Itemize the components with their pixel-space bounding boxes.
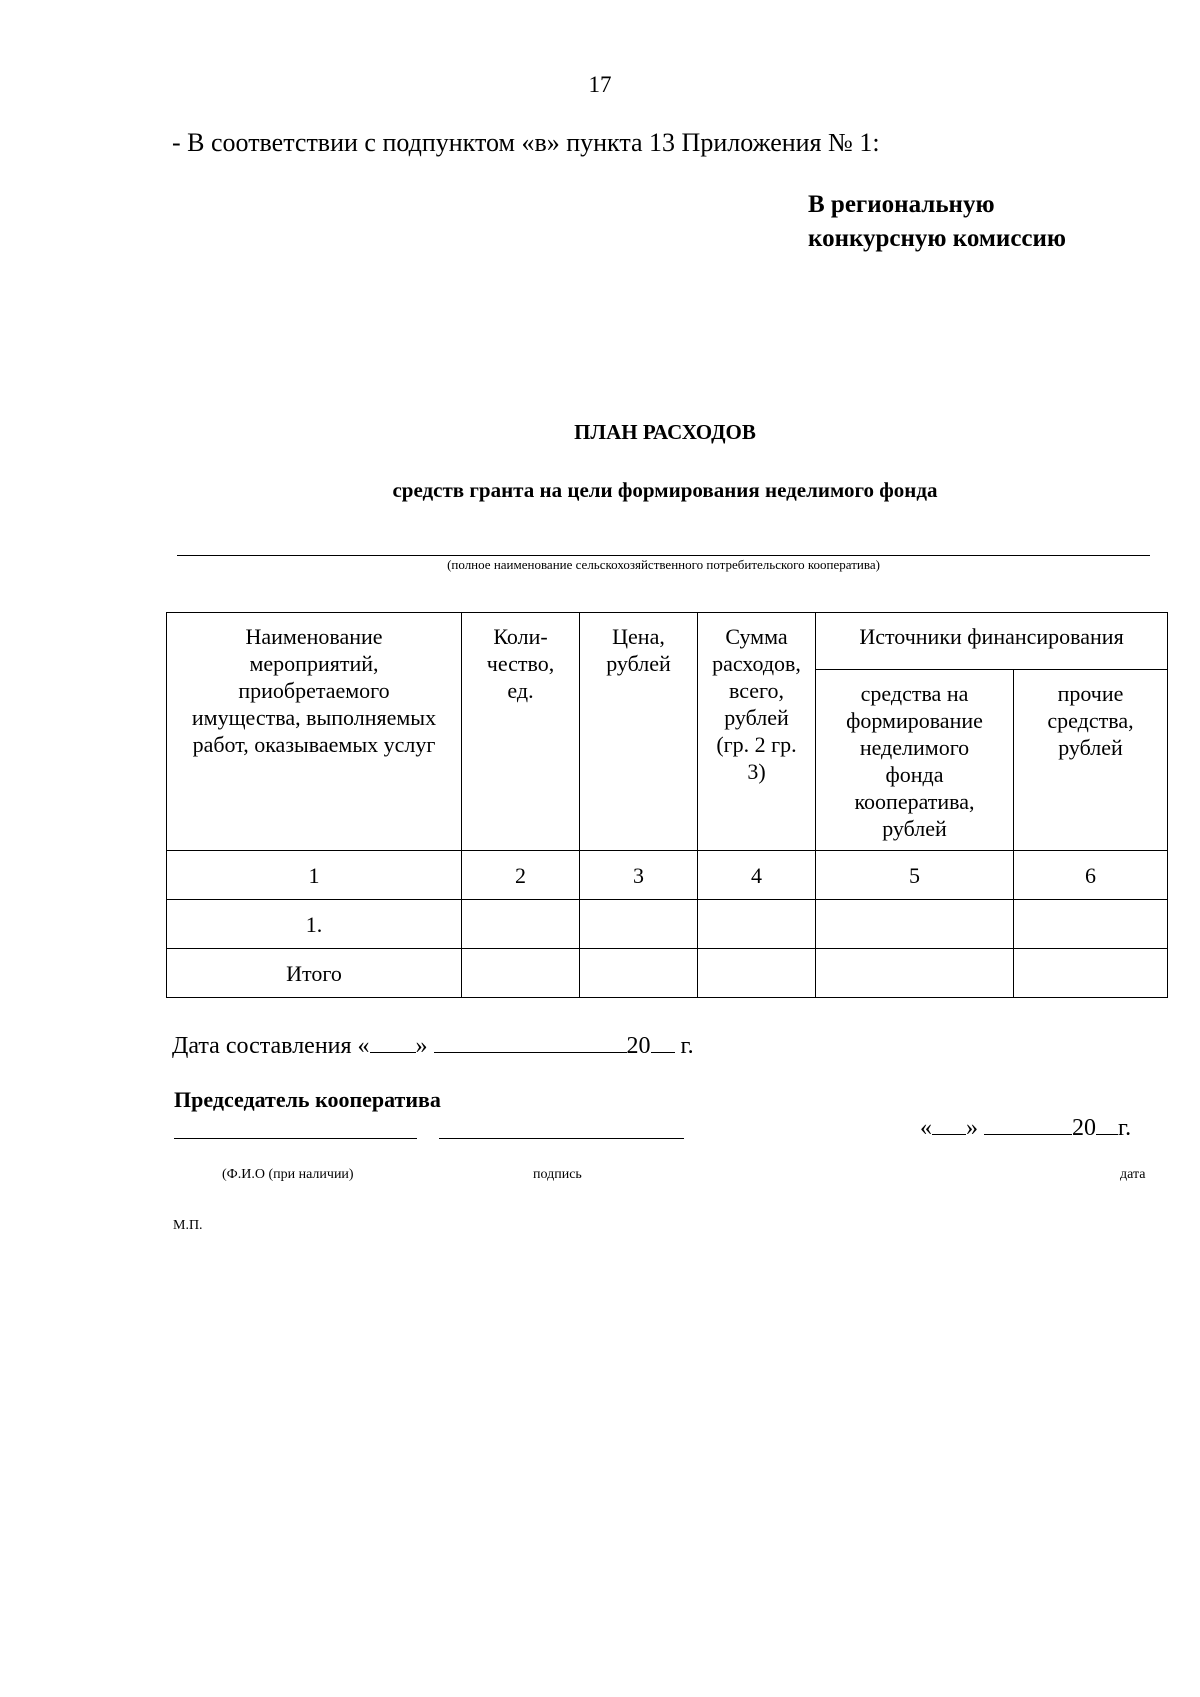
table-cell: [462, 900, 580, 949]
recipient-line: В региональную: [808, 191, 995, 218]
table-row-total: [167, 949, 1168, 998]
month-blank: [434, 1030, 627, 1053]
column-number: 5: [816, 851, 1014, 900]
year-blank: [1096, 1112, 1118, 1135]
page-number: 17: [588, 72, 612, 97]
header-total: Сумма расходов, всего, рублей (гр. 2 гр. 3): [698, 613, 816, 851]
day-blank: [370, 1030, 416, 1053]
table-cell: [1014, 900, 1168, 949]
table-cell: [698, 949, 816, 998]
signature-line: [439, 1138, 684, 1139]
chairman-label: Председатель кооператива: [174, 1087, 441, 1112]
column-number: 2: [462, 851, 580, 900]
table-cell: [462, 949, 580, 998]
date-caption: дата: [1120, 1167, 1146, 1182]
year-blank: [651, 1030, 675, 1053]
column-number: 3: [580, 851, 698, 900]
table-cell: 1.: [167, 900, 462, 949]
column-number: 6: [1014, 851, 1168, 900]
day-blank: [932, 1112, 966, 1135]
header-funding-sources: Источники финансирования: [816, 613, 1168, 670]
recipient-block: [808, 188, 1066, 256]
header-row: [167, 613, 1168, 670]
table-cell: Итого: [167, 949, 462, 998]
signature-date: « » 20 г.: [920, 1112, 1131, 1142]
header-quantity: Коли- чество, ед.: [462, 613, 580, 851]
cooperative-name-line: [177, 555, 1150, 556]
table-cell: [698, 900, 816, 949]
fio-signature-line: [174, 1138, 417, 1139]
seal-placeholder: М.П.: [173, 1218, 203, 1233]
document-subtitle: средств гранта на цели формирования неделимого фонда: [392, 478, 938, 502]
recipient-line: конкурсную комиссию: [808, 225, 1067, 252]
column-number: 1: [167, 851, 462, 900]
header-price: Цена, рублей: [580, 613, 698, 851]
column-number-row: [167, 851, 1168, 900]
cooperative-name-caption: (полное наименование сельскохозяйственного потребительского кооператива): [447, 557, 880, 572]
expense-plan-table: [166, 612, 1168, 998]
table-cell: [816, 949, 1014, 998]
table-cell: [580, 900, 698, 949]
month-blank: [984, 1112, 1072, 1135]
table-cell: [816, 900, 1014, 949]
table-cell: [1014, 949, 1168, 998]
compilation-date-line: Дата составления « » 20 г.: [172, 1030, 694, 1060]
table-cell: [580, 949, 698, 998]
intro-text: - В соответствии с подпунктом «в» пункта 13 Приложения № 1:: [172, 128, 880, 157]
signature-caption: подпись: [533, 1167, 582, 1182]
column-number: 4: [698, 851, 816, 900]
table-row: [167, 900, 1168, 949]
document-title: ПЛАН РАСХОДОВ: [574, 420, 756, 444]
header-fund-means: средства на формирование неделимого фонда кооператива, рублей: [816, 670, 1014, 851]
header-other-means: прочие средства, рублей: [1014, 670, 1168, 851]
header-activity: Наименование мероприятий, приобретаемого имущества, выполняемых работ, оказываемых услуг: [167, 613, 462, 851]
fio-caption: (Ф.И.О (при наличии): [222, 1167, 354, 1182]
